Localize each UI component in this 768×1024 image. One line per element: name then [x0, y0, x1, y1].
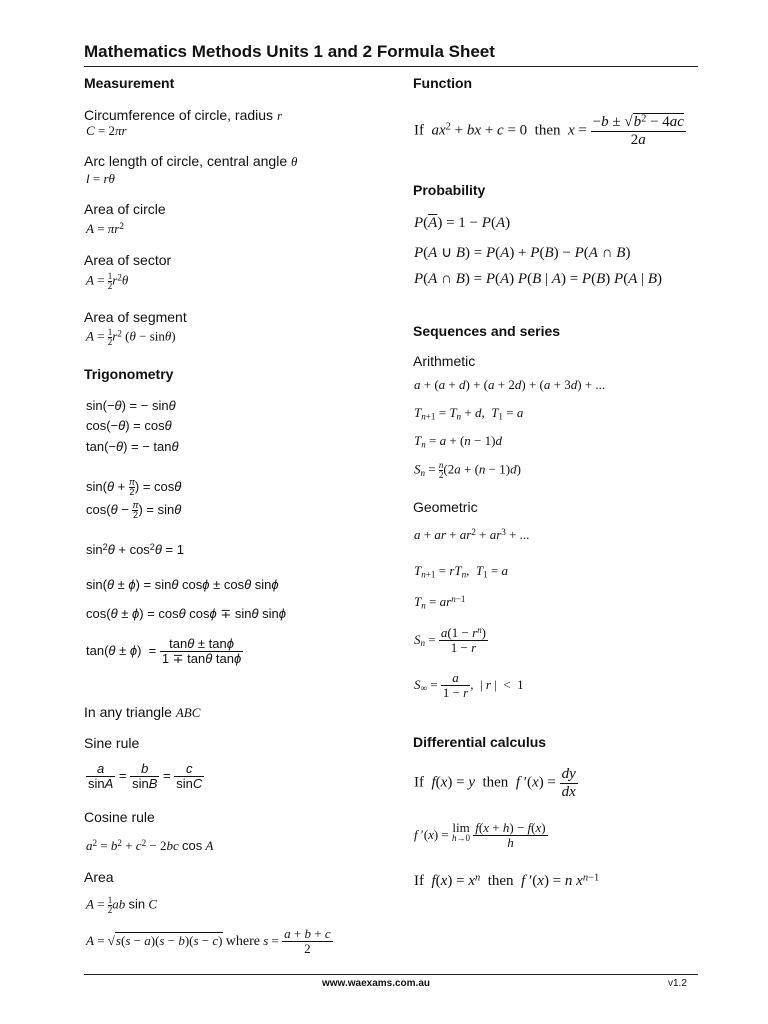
arithmetic-sum: $S_n$ = $\frac{n}{2}$ (2a + (n − 1)d)	[414, 460, 521, 480]
header-rule	[84, 66, 698, 67]
trig-identity-cos-shift: cos(θ − $\frac{\pi}{2}$ ) = sinθ	[86, 500, 182, 520]
geometric-infinite-sum: $S_\infty$ = $\frac{a}{1 - r}$ , | r | < 1	[414, 670, 524, 701]
geometric-label: Geometric	[413, 499, 478, 515]
herons-formula: A = √s(s − a)(s − b)(s − c) where s = $\frac{a + b + c}{2}$	[86, 926, 331, 957]
compound-sin-formula: sin(θ ± ϕ) = sinθ cosϕ ± cosθ sinϕ	[86, 577, 279, 592]
geometric-recurrence: $T_{n+1} = rT_n$, $T_1 = a$	[414, 563, 509, 580]
sine-rule-formula: $\frac{a}{\sin A}$ = $\frac{b}{\sin B}$ = $\frac{c}{\sin C}$	[88, 761, 203, 792]
geometric-series-expansion: a + ar + $ar^2 + ar^3$ + ...	[414, 526, 530, 542]
addition-rule: P(A ∪ B) = P(A) + P(B) − P(A ∩ B)	[414, 245, 631, 261]
complement-rule: $P(\overline{A}) = 1 - P(A)$	[414, 215, 511, 231]
cosine-rule-formula: $a^2 = b^2 + c^2 - 2bc$ cos A	[86, 837, 214, 853]
power-rule: If $f(x) = x^n$ then f ′(x) = n $x^{n-1}$	[414, 872, 600, 889]
footer-website-link[interactable]: www.waexams.com.au	[322, 978, 431, 989]
area-sector-formula: A = $\frac{1}{2}$ $r^2\theta$	[86, 271, 129, 291]
compound-cos-formula: cos(θ ± ϕ) = cosθ cosϕ ∓ sinθ sinϕ	[86, 606, 286, 621]
sine-rule-label: Sine rule	[84, 735, 140, 751]
area-circle-formula: $A = \pi r^2$	[86, 220, 124, 236]
area-segment-label: Area of segment	[84, 309, 187, 325]
arithmetic-series-expansion: a + (a + d) + (a + 2d) + (a + 3d) + ...	[414, 377, 606, 392]
page-title: Mathematics Methods Units 1 and 2 Formula Sheet	[84, 42, 495, 61]
circumference-label: Circumference of circle, radius r	[84, 107, 283, 123]
trig-identity-sin-shift: sin(θ + $\frac{\pi}{2}$ ) = cosθ	[86, 477, 182, 497]
triangle-label: In any triangle ABC	[84, 704, 201, 720]
geometric-general-term: $T_n = ar^{n-1}$	[414, 593, 466, 611]
sequences-heading: Sequences and series	[413, 323, 561, 339]
footer-rule	[84, 974, 698, 975]
arithmetic-label: Arithmetic	[413, 353, 476, 369]
circumference-formula: C = 2πr	[86, 123, 127, 138]
cosine-rule-label: Cosine rule	[84, 809, 155, 825]
trig-identity-sin-neg: sin(−θ) = − sinθ	[86, 398, 176, 413]
trig-identity-tan-neg: tan(−θ) = − tanθ	[86, 439, 179, 454]
area-circle-label: Area of circle	[84, 201, 166, 217]
area-segment-formula: A = $\frac{1}{2}$ $r^2$ (θ − sinθ)	[86, 327, 176, 347]
measurement-heading: Measurement	[84, 75, 175, 91]
calculus-heading: Differential calculus	[413, 734, 547, 750]
triangle-area-formula: A = $\frac{1}{2}$ ab sin C	[86, 895, 158, 915]
first-principles-limit: f ′(x) = lim h→0 $\frac{f(x + h) - f(x)}{h}$	[414, 820, 546, 851]
multiplication-rule: P(A ∩ B) = P(A) P(B | A) = P(B) P(A | B)	[414, 271, 663, 287]
trigonometry-heading: Trigonometry	[84, 366, 174, 382]
arc-length-formula: l = rθ	[86, 171, 115, 186]
compound-tan-formula: tan(θ ± ϕ) = $\frac{\tan\theta \pm \tan\phi}{\text{1 ∓ tanθ tanϕ}}$	[86, 636, 242, 667]
function-heading: Function	[413, 75, 473, 91]
area-sector-label: Area of sector	[84, 252, 172, 268]
derivative-definition: If f(x) = y then f ′(x) = $\frac{dy}{dx}$	[414, 766, 576, 800]
version-label: v1.2	[668, 978, 687, 989]
arithmetic-general-term: $T_n = a + (n - 1)d$	[414, 433, 502, 450]
area-label: Area	[84, 869, 114, 885]
quadratic-formula: If $ax^2$ + bx + c = 0 then x = $\frac{-b \pm √b^2 - 4ac}{2a}$	[414, 113, 684, 148]
trig-identity-cos-neg: cos(−θ) = cosθ	[86, 418, 172, 433]
arc-length-label: Arc length of circle, central angle θ	[84, 153, 298, 169]
geometric-sum: $S_n$ = $\frac{a(1 - r^n)}{1 - r}$	[414, 624, 487, 656]
arithmetic-recurrence: $T_{n+1} = T_n + d$, $T_1 = a$	[414, 405, 524, 422]
probability-heading: Probability	[413, 182, 486, 198]
pythagorean-identity: $\sin^2\theta + \cos^2\theta = 1$	[86, 541, 184, 557]
